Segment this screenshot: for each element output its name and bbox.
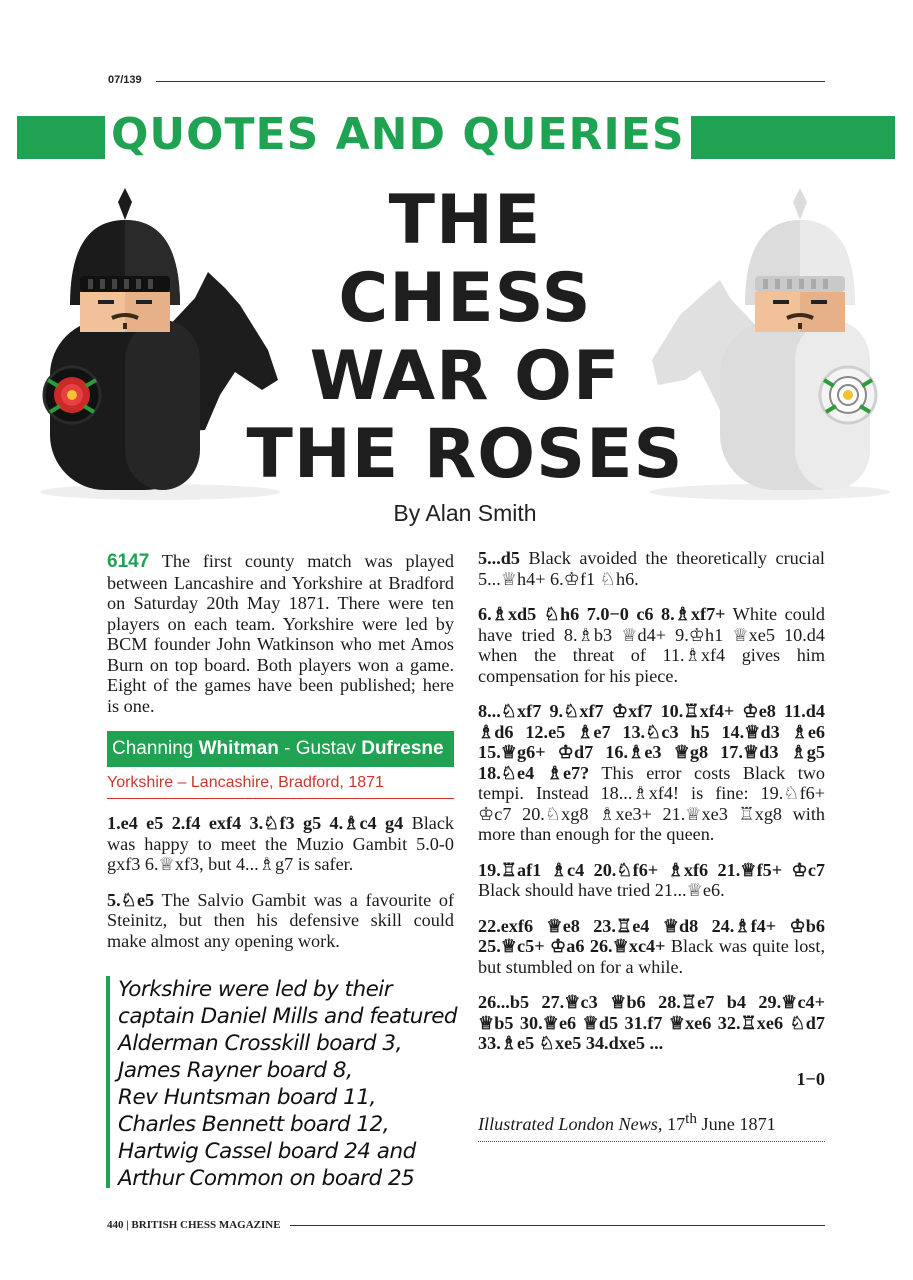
moves: 22.exf6 ♕e8 23.♖e4 ♕d8 24.♗f4+ ♔b6 25.♕c5+ ♔a6 26.♕xc4+	[478, 915, 825, 956]
moves: 5...d5	[478, 548, 520, 568]
annotation: Black was happy to meet the Muzio Gambit 5.0-0 gxf3 6.♕xf3, but 4...♗g7 is safer.	[107, 813, 454, 874]
source-date-rest: June 1871	[696, 1114, 776, 1135]
annotation: White could have tried 8.♗b3 ♕d4+ 9.♔h1 ♕xe5 10.d4 when the threat of 11.♗xf4 gives him compensation for his piece.	[478, 604, 825, 686]
moves-paragraph	[107, 813, 454, 875]
source-date: , 17	[657, 1114, 686, 1135]
black-first: Gustav	[295, 738, 356, 759]
title-line: THE	[388, 181, 542, 260]
moves-paragraph	[107, 890, 454, 952]
section-title: QUOTES AND QUERIES	[105, 110, 691, 160]
moves: 26...b5 27.♕c3 ♕b6 28.♖e7 b4 29.♕c4+ ♕b5 30.♕e6 ♕d5 31.f7 ♕xe6 32.♖xe6 ♘d7 33.♗e5 ♘xe5 34.dxe5 ...	[478, 992, 825, 1053]
intro-paragraph	[107, 551, 454, 716]
source-publication: Illustrated London News	[478, 1114, 658, 1135]
helmet-plume	[118, 188, 132, 220]
moves: 5.♘e5	[107, 889, 155, 910]
pull-quote-line: Arthur Common on board 25	[118, 1166, 415, 1191]
moves: 8...♘xf7 9.♘xf7 ♔xf7 10.♖xf4+ ♔e8 11.d4 ♗d6 12.e5 ♗e7 13.♘c3 h5 14.♕d3 ♗e6 15.♕g6+ ♔d7 16.♗e3 ♕g8 17.♕d3 ♗g5 18.♘e4 ♗e7?	[478, 701, 825, 783]
players-bar	[107, 731, 454, 767]
article-title	[230, 182, 700, 494]
source-citation	[478, 1109, 825, 1142]
pull-quote-line: captain Daniel Mills and featured	[118, 1004, 458, 1029]
pull-quote-line: Alderman Crosskill board 3,	[118, 1031, 402, 1056]
pull-quote-line: Hartwig Cassel board 24 and	[118, 1139, 416, 1164]
moves-paragraph	[478, 992, 825, 1054]
annotation: This error costs Black two tempi. Instead 18...♗xf4! is fine: 19.♘f6+ ♔c7 20.♘xg8 ♗xe3+ 21.♕xe3 ♖xg8 with more than enough for the queen.	[478, 762, 826, 844]
title-line: THE ROSES	[246, 415, 684, 494]
annotation: Black should have tried 21...♕e6.	[478, 880, 725, 900]
black-last: Dufresne	[361, 738, 444, 759]
title-line: CHESS	[338, 259, 592, 338]
footer-rule	[290, 1225, 825, 1226]
title-line: WAR OF	[309, 337, 621, 416]
event-line: Yorkshire – Lancashire, Bradford, 1871	[107, 767, 454, 799]
annotation: Black avoided the theoretically crucial 5...♕h4+ 6.♔f1 ♘h6.	[478, 548, 825, 589]
moves-paragraph	[478, 916, 825, 978]
left-column	[107, 551, 454, 966]
pull-quote	[106, 976, 466, 1191]
moves-paragraph	[478, 860, 825, 901]
moves: 6.♗xd5 ♘h6 7.0−0 c6 8.♗xf7+	[478, 604, 726, 624]
annotation: Black was quite lost, but stumbled on for a while.	[478, 936, 825, 977]
pull-quote-line: Charles Bennett board 12,	[118, 1112, 390, 1137]
source-date-suffix: th	[685, 1110, 697, 1127]
moves-paragraph	[478, 548, 825, 589]
helmet-plume	[793, 188, 807, 220]
moves: 19.♖af1 ♗c4 20.♘f6+ ♗xf6 21.♕f5+ ♔c7	[478, 859, 825, 880]
players-separator: -	[278, 738, 296, 759]
page-footer: 440 | BRITISH CHESS MAGAZINE	[107, 1219, 281, 1231]
moves: 1.e4 e5 2.f4 exf4 3.♘f3 g5 4.♗c4 g4	[107, 813, 404, 833]
pull-quote-line: Yorkshire were led by their	[118, 977, 393, 1002]
byline: By Alan Smith	[393, 500, 537, 526]
pull-quote-line: Rev Huntsman board 11,	[118, 1085, 376, 1110]
white-last: Whitman	[198, 738, 279, 759]
annotation: The Salvio Gambit was a favourite of Steinitz, but then his defensive skill could make almost any opening work.	[107, 889, 454, 951]
right-column	[478, 548, 825, 1142]
game-number: 6147	[107, 551, 150, 572]
intro-text: The first county match was played between Lancashire and Yorkshire at Bradford on Saturday 20th May 1871. There were ten players on each team. Yorkshire were led by BCM founder John Watkinson who met Amos Burn on top board. Both players won a game. Eight of the games have been published; here is one.	[107, 551, 454, 716]
header-rule	[156, 81, 825, 82]
moves-paragraph	[478, 701, 825, 845]
white-first: Channing	[112, 738, 194, 759]
moves-paragraph	[478, 604, 825, 686]
pull-quote-line: James Rayner board 8,	[118, 1058, 353, 1083]
page-ref: 07/139	[108, 74, 142, 86]
game-result: 1−0	[796, 1068, 825, 1089]
